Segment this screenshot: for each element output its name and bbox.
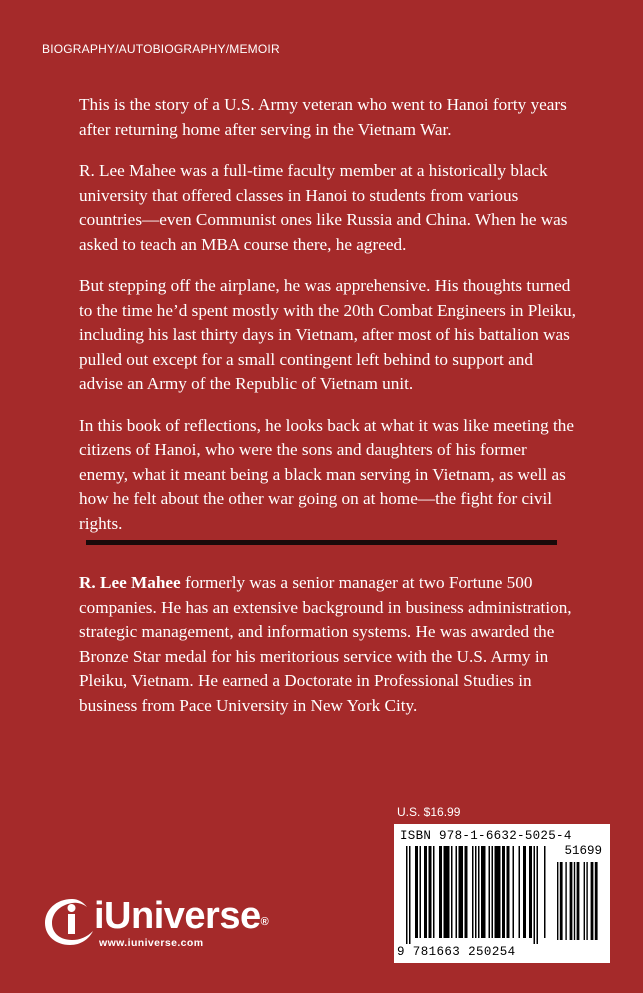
blurb-paragraph-1: This is the story of a U.S. Army veteran who went to Hanoi forty years after returning home after serving in the Vietnam War. bbox=[79, 95, 567, 139]
blurb-paragraph-3: But stepping off the airplane, he was apprehensive. His thoughts turned to the time he’d spent mostly with the 20th Combat Engineers in Pleiku, including his last thirty days in Vietnam, after most of his battalion was pulled out except for a small contingent left behind to support and advise an Army of the Republic of Vietnam unit. bbox=[79, 276, 576, 393]
price-code: 51699 bbox=[564, 844, 602, 858]
iuniverse-swoosh-icon bbox=[42, 893, 98, 949]
price-addon-barcode-bars bbox=[557, 862, 603, 942]
blurb-paragraph-4: In this book of reflections, he looks back at what it was like meeting the citizens of Hanoi, who were the sons and daughters of his former enemy, what it meant being a black man serving in Vietnam, as well as how he felt about the other war going on at home—the fight for civil rights. bbox=[79, 415, 574, 533]
author-name: R. Lee Mahee bbox=[79, 573, 181, 592]
blurb-paragraph-2: R. Lee Mahee was a full-time faculty member at a historically black university that offered classes in Hanoi to students from various countries—even Communist ones like Russia and China. When he was asked to teach an MBA course there, he agreed. bbox=[79, 161, 568, 254]
publisher-name: iUniverse® bbox=[94, 895, 269, 937]
ean-barcode-bars bbox=[406, 846, 546, 946]
publisher-logo bbox=[42, 893, 292, 953]
isbn-barcode bbox=[394, 824, 610, 963]
isbn-number: ISBN 978-1-6632-5025-4 bbox=[400, 829, 572, 843]
category-label: BIOGRAPHY/AUTOBIOGRAPHY/MEMOIR bbox=[42, 42, 280, 56]
book-blurb bbox=[79, 93, 579, 553]
section-divider bbox=[86, 540, 557, 545]
price-label: U.S. $16.99 bbox=[397, 805, 461, 819]
publisher-url: www.iuniverse.com bbox=[99, 937, 204, 949]
ean-digits: 9 781663 250254 bbox=[397, 945, 516, 959]
author-bio bbox=[79, 571, 579, 718]
author-bio-text: formerly was a senior manager at two Fortune 500 companies. He has an extensive background in business administration, strategic management, and information systems. He was awarded the Bronze Star medal for his meritorious service with the U.S. Army in Pleiku, Vietnam. He earned a Doctorate in Professional Studies in business from Pace University in New York City. bbox=[79, 573, 572, 715]
